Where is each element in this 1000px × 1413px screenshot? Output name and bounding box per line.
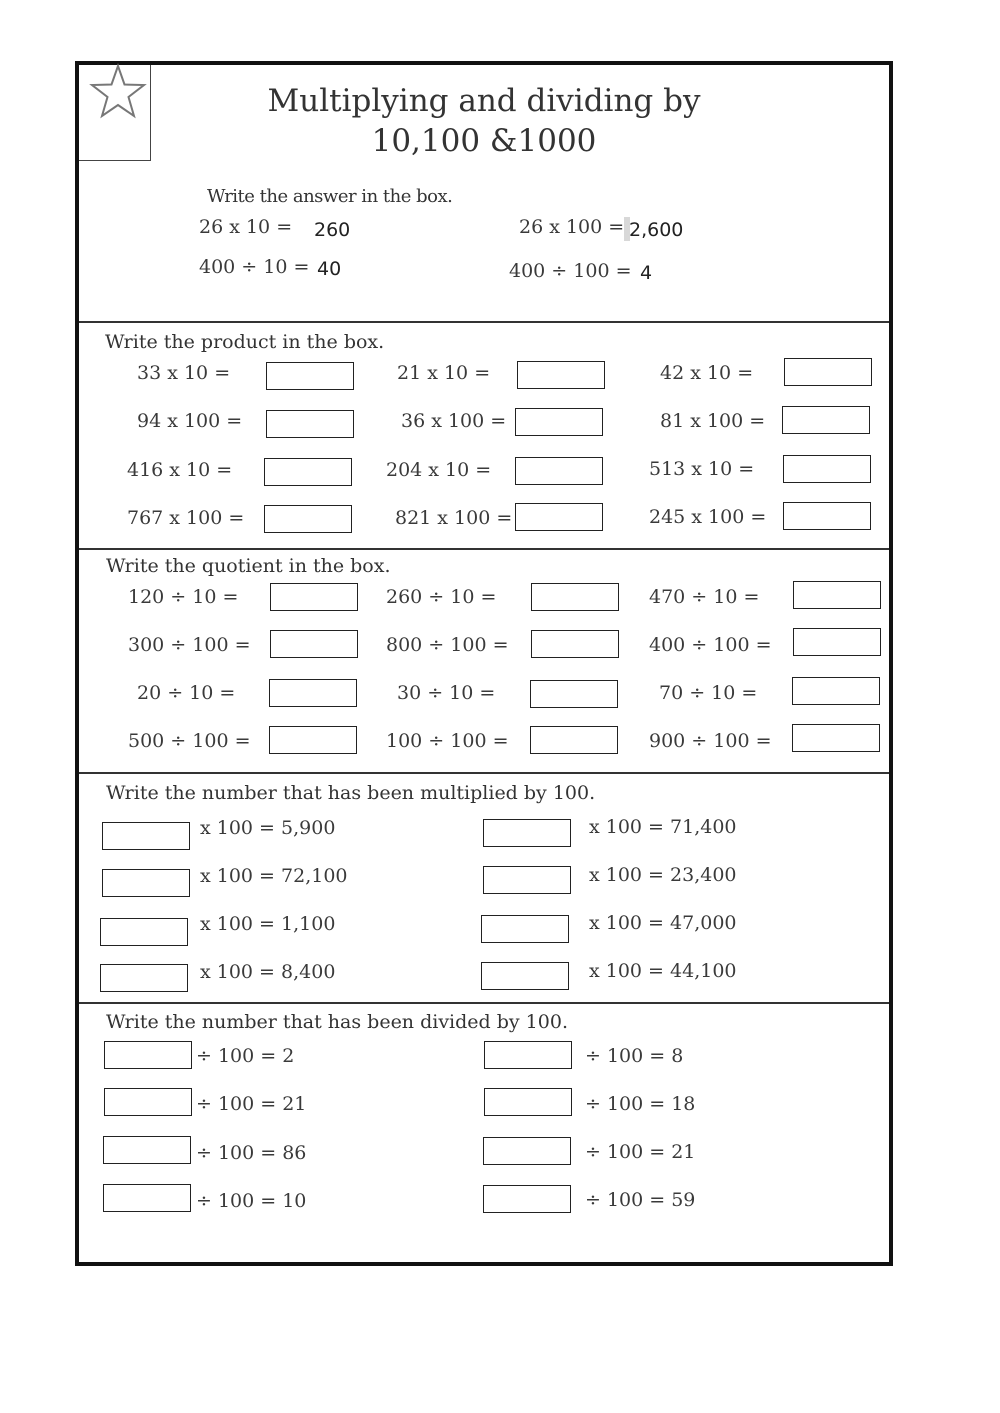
answer-box[interactable] (483, 866, 571, 894)
answer-box[interactable] (481, 915, 569, 943)
answer-box[interactable] (102, 869, 190, 897)
answer-box[interactable] (531, 583, 619, 611)
quotient-question: 70 ÷ 10 = (659, 682, 758, 704)
multiplied-equation: x 100 = 1,100 (200, 913, 336, 935)
answer-box[interactable] (483, 819, 571, 847)
divided-equation: ÷ 100 = 2 (196, 1045, 295, 1067)
page-title-line1: Multiplying and dividing by (267, 83, 701, 119)
section-divider (79, 548, 889, 550)
quotients-instruction: Write the quotient in the box. (106, 555, 391, 577)
answer-box[interactable] (102, 822, 190, 850)
section-divider (79, 321, 889, 323)
example-instruction: Write the answer in the box. (207, 186, 453, 207)
quotient-question: 500 ÷ 100 = (128, 730, 251, 752)
quotient-question: 800 ÷ 100 = (386, 634, 509, 656)
answer-box[interactable] (531, 630, 619, 658)
answer-box[interactable] (782, 406, 870, 434)
product-question: 21 x 10 = (397, 362, 491, 384)
answer-box[interactable] (481, 962, 569, 990)
answer-box[interactable] (100, 964, 188, 992)
quotient-question: 470 ÷ 10 = (649, 586, 760, 608)
example-answer-1: 260 (314, 219, 351, 241)
answer-box[interactable] (515, 503, 603, 531)
answer-box[interactable] (264, 505, 352, 533)
answer-box[interactable] (270, 583, 358, 611)
answer-box[interactable] (792, 677, 880, 705)
answer-box[interactable] (783, 455, 871, 483)
example-answer-4: 4 (640, 262, 653, 284)
multiplied-equation: x 100 = 72,100 (200, 865, 348, 887)
product-question: 416 x 10 = (127, 459, 233, 481)
page-title-line2: 10,100 &1000 (371, 123, 597, 159)
divided-equation: ÷ 100 = 8 (585, 1045, 684, 1067)
multiplied-equation: x 100 = 5,900 (200, 817, 336, 839)
example-question-3: 26 x 100 = (519, 216, 625, 238)
multiplied-equation: x 100 = 8,400 (200, 961, 336, 983)
answer-box[interactable] (484, 1088, 572, 1116)
answer-box[interactable] (483, 1185, 571, 1213)
answer-box[interactable] (100, 918, 188, 946)
product-question: 245 x 100 = (649, 506, 767, 528)
multiplied-equation: x 100 = 71,400 (589, 816, 737, 838)
product-question: 42 x 10 = (660, 362, 754, 384)
answer-box[interactable] (270, 630, 358, 658)
divided-instruction: Write the number that has been divided by 100. (106, 1011, 568, 1033)
example-question-2: 400 ÷ 10 = (199, 256, 310, 278)
example-answer-3: 2,600 (629, 219, 684, 241)
multiplied-equation: x 100 = 47,000 (589, 912, 737, 934)
divided-equation: ÷ 100 = 86 (196, 1142, 307, 1164)
divided-equation: ÷ 100 = 21 (196, 1093, 307, 1115)
answer-box[interactable] (269, 679, 357, 707)
divided-equation: ÷ 100 = 21 (585, 1141, 696, 1163)
quotient-question: 400 ÷ 100 = (649, 634, 772, 656)
product-question: 821 x 100 = (395, 507, 513, 529)
answer-box[interactable] (517, 361, 605, 389)
divided-equation: ÷ 100 = 18 (585, 1093, 696, 1115)
answer-box[interactable] (266, 362, 354, 390)
product-question: 513 x 10 = (649, 458, 755, 480)
multiplied-equation: x 100 = 23,400 (589, 864, 737, 886)
product-question: 94 x 100 = (137, 410, 243, 432)
example-question-4: 400 ÷ 100 = (509, 260, 632, 282)
answer-box[interactable] (103, 1136, 191, 1164)
divided-equation: ÷ 100 = 59 (585, 1189, 696, 1211)
quotient-question: 100 ÷ 100 = (386, 730, 509, 752)
quotient-question: 900 ÷ 100 = (649, 730, 772, 752)
example-answer-2: 40 (317, 258, 342, 280)
answer-box[interactable] (264, 458, 352, 486)
product-question: 81 x 100 = (660, 410, 766, 432)
product-question: 33 x 10 = (137, 362, 231, 384)
answer-box[interactable] (103, 1184, 191, 1212)
answer-box[interactable] (484, 1041, 572, 1069)
divided-equation: ÷ 100 = 10 (196, 1190, 307, 1212)
products-instruction: Write the product in the box. (105, 331, 385, 353)
quotient-question: 300 ÷ 100 = (128, 634, 251, 656)
answer-box[interactable] (269, 726, 357, 754)
answer-box[interactable] (793, 581, 881, 609)
multiplied-instruction: Write the number that has been multiplied by 100. (106, 782, 596, 804)
section-divider (79, 1002, 889, 1004)
quotient-question: 120 ÷ 10 = (128, 586, 239, 608)
answer-box[interactable] (784, 358, 872, 386)
worksheet (75, 61, 893, 1266)
answer-box[interactable] (793, 628, 881, 656)
answer-box[interactable] (530, 680, 618, 708)
answer-box[interactable] (266, 410, 354, 438)
answer-box[interactable] (515, 408, 603, 436)
answer-box[interactable] (783, 502, 871, 530)
answer-box[interactable] (104, 1088, 192, 1116)
section-divider (79, 772, 889, 774)
multiplied-equation: x 100 = 44,100 (589, 960, 737, 982)
quotient-question: 20 ÷ 10 = (137, 682, 236, 704)
answer-box[interactable] (483, 1137, 571, 1165)
product-question: 767 x 100 = (127, 507, 245, 529)
quotient-question: 30 ÷ 10 = (397, 682, 496, 704)
answer-box[interactable] (530, 726, 618, 754)
answer-box[interactable] (104, 1041, 192, 1069)
answer-box[interactable] (515, 457, 603, 485)
answer-box[interactable] (792, 724, 880, 752)
example-question-1: 26 x 10 = (199, 216, 293, 238)
product-question: 204 x 10 = (386, 459, 492, 481)
product-question: 36 x 100 = (401, 410, 507, 432)
quotient-question: 260 ÷ 10 = (386, 586, 497, 608)
